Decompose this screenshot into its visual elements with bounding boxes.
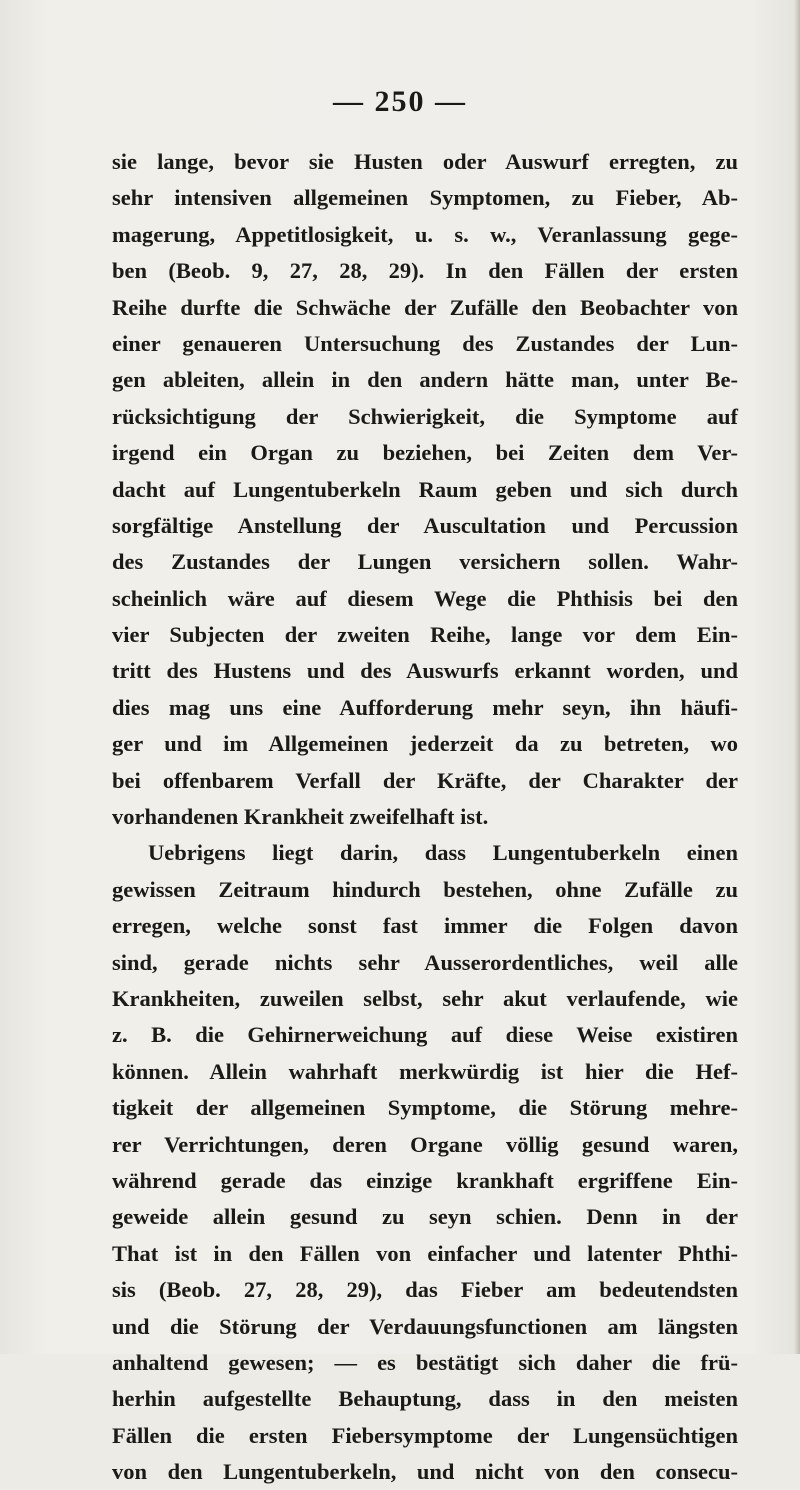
text-line: einer genaueren Untersuchung des Zustandes der Lun- bbox=[112, 330, 738, 356]
text-line: Reihe durfte die Schwäche der Zufälle den Beobachter von bbox=[112, 294, 738, 320]
text-line: dacht auf Lungentuberkeln Raum geben und sich durch bbox=[112, 476, 738, 502]
text-line: bei offenbarem Verfall der Kräfte, der Charakter der bbox=[112, 767, 738, 793]
paragraph-start-line: Uebrigens liegt darin, dass Lungentuberkeln einen bbox=[148, 840, 738, 866]
page-edge-shadow bbox=[794, 0, 800, 1354]
text-line: gen ableiten, allein in den andern hätte man, unter Be- bbox=[112, 367, 738, 393]
text-line: tigkeit der allgemeinen Symptome, die Störung mehre- bbox=[112, 1095, 738, 1121]
text-line: des Zustandes der Lungen versichern sollen. Wahr- bbox=[112, 549, 738, 575]
text-line: während gerade das einzige krankhaft ergriffene Ein- bbox=[112, 1167, 738, 1193]
text-line: können. Allein wahrhaft merkwürdig ist hier die Hef- bbox=[112, 1058, 738, 1084]
text-line: geweide allein gesund zu seyn schien. Denn in der bbox=[112, 1204, 738, 1230]
text-line: erregen, welche sonst fast immer die Folgen davon bbox=[112, 913, 738, 939]
text-line: irgend ein Organ zu beziehen, bei Zeiten dem Ver- bbox=[112, 440, 738, 466]
text-line: z. B. die Gehirnerweichung auf diese Weise existiren bbox=[112, 1022, 738, 1048]
text-line: tritt des Hustens und des Auswurfs erkannt worden, und bbox=[112, 658, 738, 684]
text-line: Fällen die ersten Fiebersymptome der Lungensüchtigen bbox=[112, 1422, 738, 1448]
text-line: von den Lungentuberkeln, und nicht von den consecu- bbox=[112, 1459, 738, 1485]
text-line: sehr intensiven allgemeinen Symptomen, zu Fieber, Ab- bbox=[112, 185, 738, 211]
body-text bbox=[112, 144, 738, 1490]
text-line: sorgfältige Anstellung der Auscultation und Percussion bbox=[112, 512, 738, 538]
text-line: gewissen Zeitraum hindurch bestehen, ohne Zufälle zu bbox=[112, 876, 738, 902]
text-line: und die Störung der Verdauungsfunctionen am längsten bbox=[112, 1313, 738, 1339]
text-line: That ist in den Fällen von einfacher und latenter Phthi- bbox=[112, 1240, 738, 1266]
text-line: magerung, Appetitlosigkeit, u. s. w., Veranlassung gege- bbox=[112, 221, 738, 247]
text-line: scheinlich wäre auf diesem Wege die Phthisis bei den bbox=[112, 585, 738, 611]
text-line: sis (Beob. 27, 28, 29), das Fieber am bedeutendsten bbox=[112, 1277, 738, 1303]
paragraph-end-line: vorhandenen Krankheit zweifelhaft ist. bbox=[112, 804, 489, 830]
text-line: sind, gerade nichts sehr Ausserordentliches, weil alle bbox=[112, 949, 738, 975]
text-line: rücksichtigung der Schwierigkeit, die Symptome auf bbox=[112, 403, 738, 429]
text-line: anhaltend gewesen; — es bestätigt sich daher die frü- bbox=[112, 1349, 738, 1375]
text-line: Krankheiten, zuweilen selbst, sehr akut verlaufende, wie bbox=[112, 985, 738, 1011]
text-line: sie lange, bevor sie Husten oder Auswurf erregten, zu bbox=[112, 149, 738, 174]
text-line: vier Subjecten der zweiten Reihe, lange vor dem Ein- bbox=[112, 622, 738, 648]
text-line: ger und im Allgemeinen jederzeit da zu betreten, wo bbox=[112, 731, 738, 757]
text-line: rer Verrichtungen, deren Organe völlig gesund waren, bbox=[112, 1131, 738, 1157]
text-line: herhin aufgestellte Behauptung, dass in den meisten bbox=[112, 1386, 738, 1412]
text-line: ben (Beob. 9, 27, 28, 29). In den Fällen der ersten bbox=[112, 258, 738, 284]
page-number-header: — 250 — bbox=[333, 85, 467, 118]
text-line: dies mag uns eine Aufforderung mehr seyn, ihn häufi- bbox=[112, 694, 738, 720]
